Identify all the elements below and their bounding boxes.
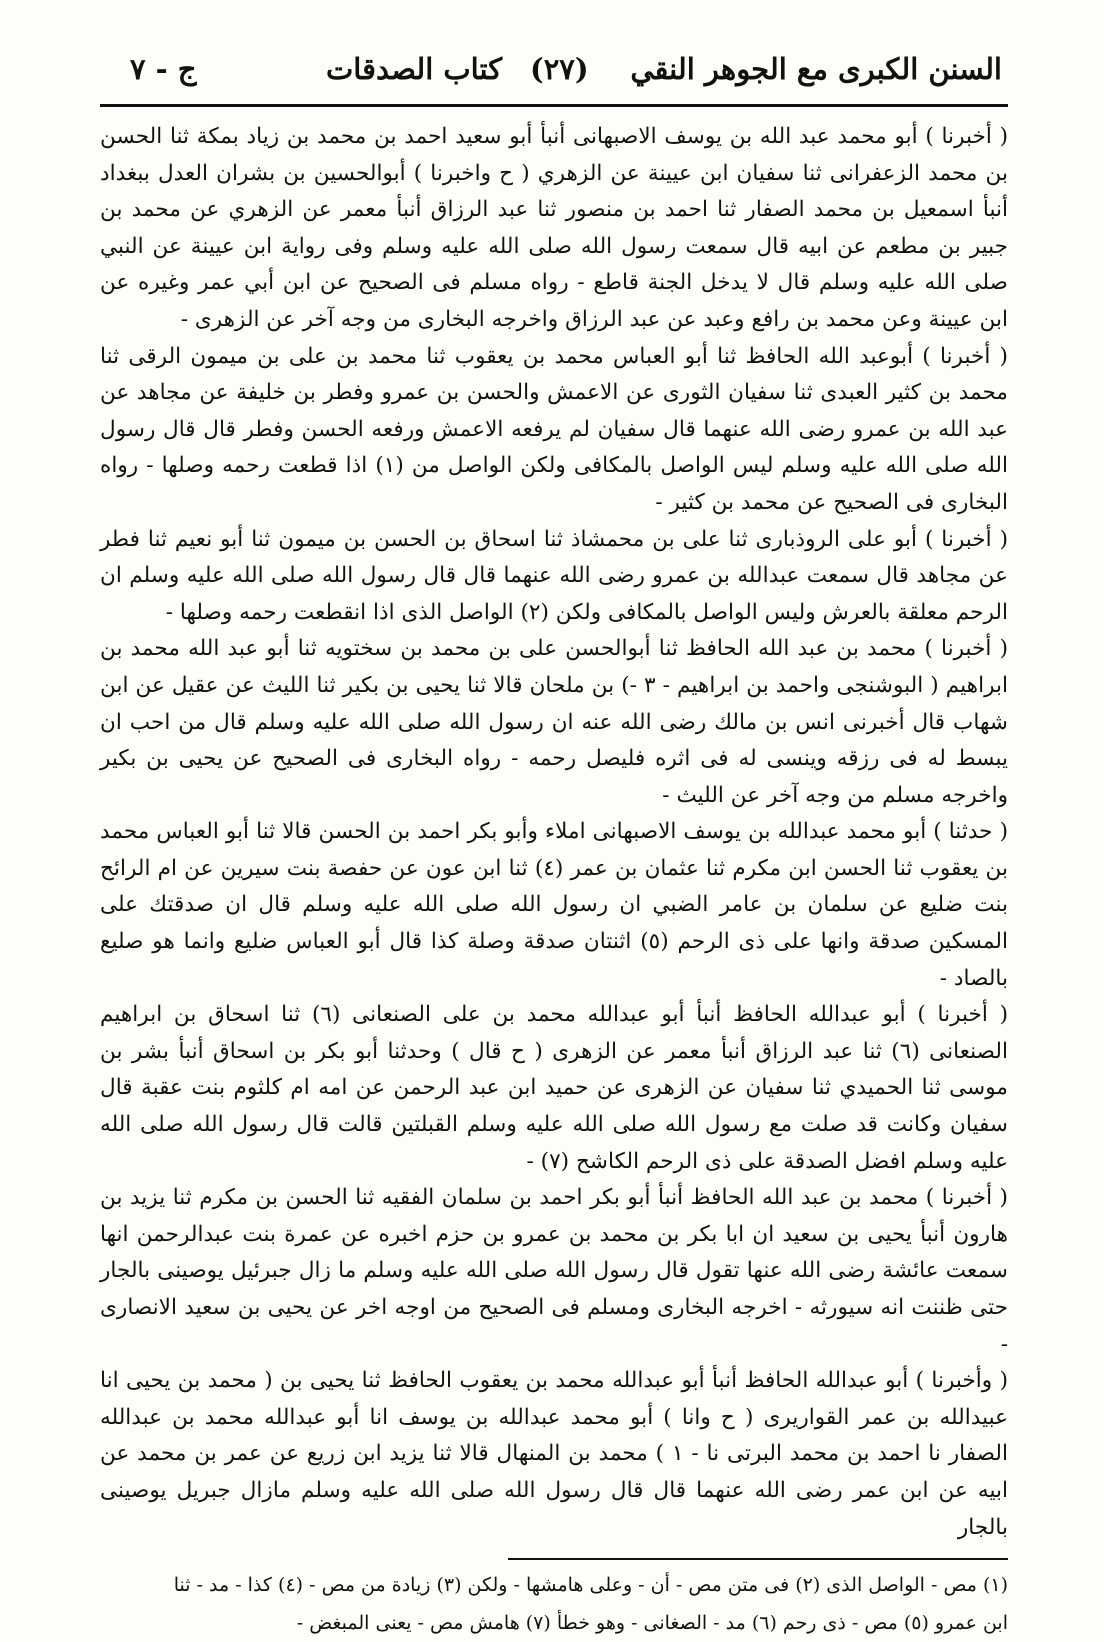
chapter-title: كتاب الصدقات	[326, 52, 503, 86]
hadith-paragraph-7: ( أخبرنا ) محمد بن عبد الله الحافظ أنبأ أبو بكر احمد بن سلمان الفقيه ثنا الحسن بن مكرم ثنا يزيد بن هارون أنبأ يحيى بن سعيد ان ابا بكر بن محمد بن عمرو بن حزم اخبره عن عمرة بنت عبدالرحمن انها سمعت عائشة رضى الله عنها تقول قال رسول الله صلى الله عليه وسلم ما زال جبرئيل يوصينى بالجار حتى ظننت انه سيورثه - اخرجه البخارى ومسلم فى الصحيح من اوجه اخر عن يحيى بن سعيد الانصارى -	[100, 1185, 1008, 1357]
hadith-paragraph-6: ( أخبرنا ) أبو عبدالله الحافظ أنبأ أبو عبدالله محمد بن على الصنعانى (٦) ثنا اسحاق بن ابراهيم الصنعانى (٦) ثنا عبد الرزاق أنبأ معمر عن الزهرى ( ح قال ) وحدثنا أبو بكر بن اسحاق أنبأ بشر بن موسى ثنا الحميدي ثنا سفيان عن الزهرى عن حميد ابن عبد الرحمن عن امه ام كلثوم بنت عقبة قال سفيان وكانت قد صلت مع رسول الله صلى الله عليه وسلم القبلتين قالت قال رسول الله صلى الله عليه وسلم افضل الصدقة على ذى الرحم الكاشح (٧) -	[100, 1002, 1009, 1174]
running-header	[100, 40, 1008, 107]
main-text	[100, 119, 1008, 1546]
hadith-paragraph-4: ( أخبرنا ) محمد بن عبد الله الحافظ ثنا أبوالحسن على بن محمد بن سختويه ثنا أبو عبد الله محمد بن ابراهيم ( البوشنجى واحمد بن ابراهيم - ٣ -) بن ملحان قالا ثنا يحيى بن بكير ثنا الليث عن عقيل عن ابن شهاب قال أخبرنى انس بن مالك رضى الله عنه ان رسول الله صلى الله عليه وسلم قال من احب ان يبسط له فى رزقه وينسى له فى اثره فليصل رحمه - رواه البخارى فى الصحيح عن يحيى بن بكير واخرجه مسلم من وجه آخر عن الليث -	[100, 636, 1008, 808]
footnote-line-2: ابن عمرو (٥) مص - ذى رحم (٦) مد - الصغانى - وهو خطأ (٧) هامش مص - يعنى المبغض -	[296, 1612, 1008, 1635]
volume-label: ج - ٧	[130, 52, 197, 86]
hadith-paragraph-2: ( أخبرنا ) أبوعبد الله الحافظ ثنا أبو العباس محمد بن يعقوب ثنا محمد بن على بن ميمون الرقى ثنا محمد بن كثير العبدى ثنا سفيان الثورى عن الاعمش والحسن بن عمرو وفطر بن خليفة عن مجاهد عن عبد الله بن عمرو رضى الله عنهما قال سفيان لم يرفعه الاعمش ورفعه الحسن وفطر قال قال رسول الله صلى الله عليه وسلم ليس الواصل بالمكافى ولكن الواصل من (١) اذا قطعت رحمه وصلها - رواه البخارى فى الصحيح عن محمد بن كثير -	[100, 343, 1008, 515]
hadith-paragraph-3: ( أخبرنا ) أبو على الروذبارى ثنا على بن محمشاذ ثنا اسحاق بن الحسن بن ميمون ثنا أبو نعيم ثنا فطر عن مجاهد قال سمعت عبدالله بن عمرو رضى الله عنهما قال قال رسول الله صلى الله عليه وسلم ان الرحم معلقة بالعرش وليس الواصل بالمكافى ولكن (٢) الواصل الذى اذا انقطعت رحمه وصلها -	[100, 526, 1008, 625]
hadith-paragraph-8: ( وأخبرنا ) أبو عبدالله الحافظ أنبأ أبو عبدالله محمد بن يعقوب الحافظ ثنا يحيى بن ( محمد بن يحيى انا عبيدالله بن عمر القواريرى ( ح وانا ) أبو محمد عبدالله بن يوسف انا أبو عبدالله محمد بن عبدالله الصفار نا احمد بن محمد البرتى نا - ١ ) محمد بن المنهال قالا ثنا يزيد ابن زريع عن عمر بن محمد عن ابيه عن ابن عمر رضى الله عنهما قال قال رسول الله صلى الله عليه وسلم مازال جبريل يوصينى بالجار	[100, 1368, 1008, 1540]
book-title: السنن الكبرى مع الجوهر النقي	[630, 52, 1002, 86]
page-number: (٢٧)	[530, 52, 589, 86]
footnote-line-1: (١) مص - الواصل الذى (٢) فى متن مص - أن - وعلى هامشها - ولكن (٣) زيادة من مص - (٤) كذا - مد - ثنا	[173, 1574, 1008, 1597]
hadith-paragraph-5: ( حدثنا ) أبو محمد عبدالله بن يوسف الاصبهانى املاء وأبو بكر احمد بن الحسن قالا ثنا أبو العباس محمد بن يعقوب ثنا الحسن ابن مكرم ثنا عثمان بن عمر (٤) ثنا ابن عون عن حفصة بنت سيرين عن ام الرائح بنت ضليع عن سلمان بن عامر الضبي ان رسول الله صلى الله عليه وسلم قال ان صدقتك على المسكين صدقة وانها على ذى الرحم (٥) اثنتان صدقة وصلة كذا قال أبو العباس ضليع وانما هو صليع بالصاد -	[100, 819, 1008, 991]
footnotes	[100, 1566, 1008, 1642]
hadith-paragraph-1: ( أخبرنا ) أبو محمد عبد الله بن يوسف الاصبهانى أنبأ أبو سعيد احمد بن محمد بن زياد بمكة ثنا الحسن بن محمد الزعفرانى ثنا سفيان ابن عيينة عن الزهري ( ح واخبرنا ) أبوالحسين بن بشران العدل ببغداد أنبأ اسمعيل بن محمد الصفار ثنا احمد بن منصور ثنا عبد الرزاق أنبأ معمر عن الزهري عن محمد بن جبير بن مطعم عن ابيه قال سمعت رسول الله صلى الله عليه وسلم وفى رواية ابن عيينة عن النبي صلى الله عليه وسلم قال لا يدخل الجنة قاطع - رواه مسلم فى الصحيح عن ابن أبي عمر وغيره عن ابن عيينة وعن محمد بن رافع وعبد عن عبد الرزاق واخرجه البخارى من وجه آخر عن الزهرى -	[100, 124, 1008, 332]
footnote-divider	[508, 1558, 1008, 1560]
